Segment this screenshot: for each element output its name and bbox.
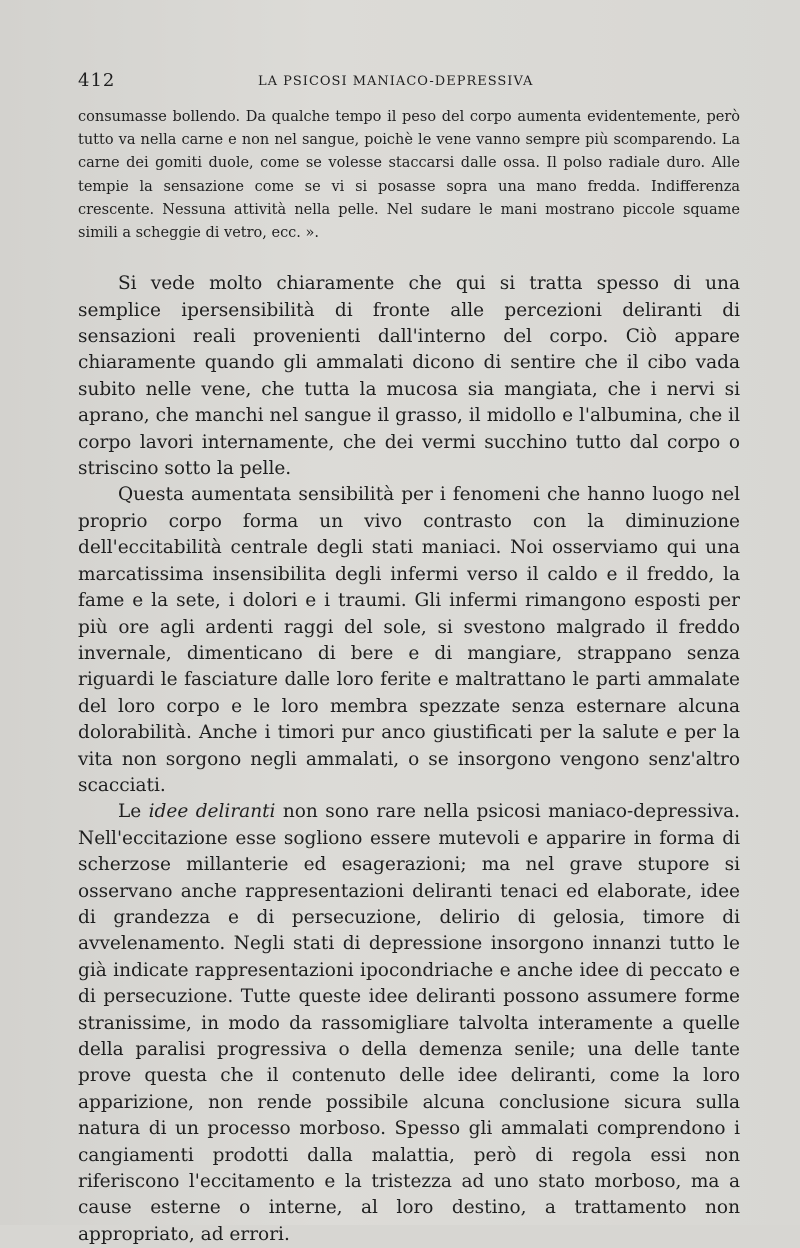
paragraph-3: [78, 799, 740, 1248]
page-header: [78, 70, 738, 94]
paragraph-3-rest: non sono rare nella psicosi maniaco-depressiva. Nell'eccitazione esse sogliono essere mutevoli e apparire in forma di scherzose millanterie ed esagerazioni; ma nel grave stupore si osservano anche rappresentazioni deliranti tenaci ed elaborate, idee di grandezza e di persecuzione, delirio di gelosia, timore di avvelenamento. Negli stati di depressione insorgono innanzi tutto le già indicate rappresentazioni ipocondriache e anche idee di peccato e di persecuzione. Tutte queste idee deliranti possono assumere forme stranissime, in modo da rassomigliare talvolta interamente a quelle della paralisi progressiva o della demenza senile; una delle tante prove questa che il contenuto delle idee deliranti, come la loro apparizione, non rende possibile alcuna conclusione sicura sulla natura di un processo morboso. Spesso gli ammalati comprendono i cangiamenti prodotti dalla malattia, però di regola essi non riferiscono l'eccitamento e la tristezza ad uno stato morboso, ma a cause esterne o interne, al loro destino, a trattamento non appropriato, ad errori.: [78, 801, 740, 1245]
paragraph-1: Si vede molto chiaramente che qui si tratta spesso di una semplice ipersensibilità di fronte alle percezioni deliranti di sensazioni reali provenienti dall'interno del corpo. Ciò appare chiaramente quando gli ammalati dicono di sentire che il cibo vada subito nelle vene, che tutta la mucosa sia mangiata, che i nervi si aprano, che manchi nel sangue il grasso, il midollo e l'albumina, che il corpo lavori internamente, che dei vermi succhino tutto dal corpo o striscino sotto la pelle.: [78, 273, 740, 480]
paragraph-3-lead: Le: [118, 801, 149, 823]
emphasized-term: idee deliranti: [148, 801, 276, 823]
paragraph-2: Questa aumentata sensibilità per i fenomeni che hanno luogo nel proprio corpo forma un vivo contrasto con la diminuzione dell'eccitabilità centrale degli stati maniaci. Noi osserviamo qui una marcatissima insensibilita degli infermi verso il caldo e il freddo, la fame e la sete, i dolori e i traumi. Gli infermi rimangono esposti per più ore agli ardenti raggi del sole, si svestono malgrado il freddo invernale, dimenticano di bere e di mangiare, strappano senza riguardi le fasciature dalle loro ferite e maltrattano le parti ammalate del loro corpo e le loro membra spezzate senza esternare alcuna dolorabilità. Anche i timori pur anco giustificati per la salute e per la vita non sorgono negli ammalati, o se insorgono vengono senz'altro scacciati.: [78, 484, 740, 796]
quoted-passage: consumasse bollendo. Da qualche tempo il peso del corpo aumenta evidentemente, però tutto va nella carne e non nel sangue, poichè le vene vanno sempre più scomparendo. La carne dei gomiti duole, come se volesse staccarsi dalle ossa. Il polso radiale duro. Alle tempie la sensazione come se vi si posasse sopra una mano fredda. Indifferenza crescente. Nessuna attività nella pelle. Nel sudare le mani mostrano piccole squame simili a scheggie di vetro, ecc. ».: [78, 109, 740, 242]
page-number: 412: [78, 70, 116, 91]
running-title: LA PSICOSI MANIACO-DEPRESSIVA: [258, 74, 534, 89]
page-body: [78, 106, 740, 1248]
